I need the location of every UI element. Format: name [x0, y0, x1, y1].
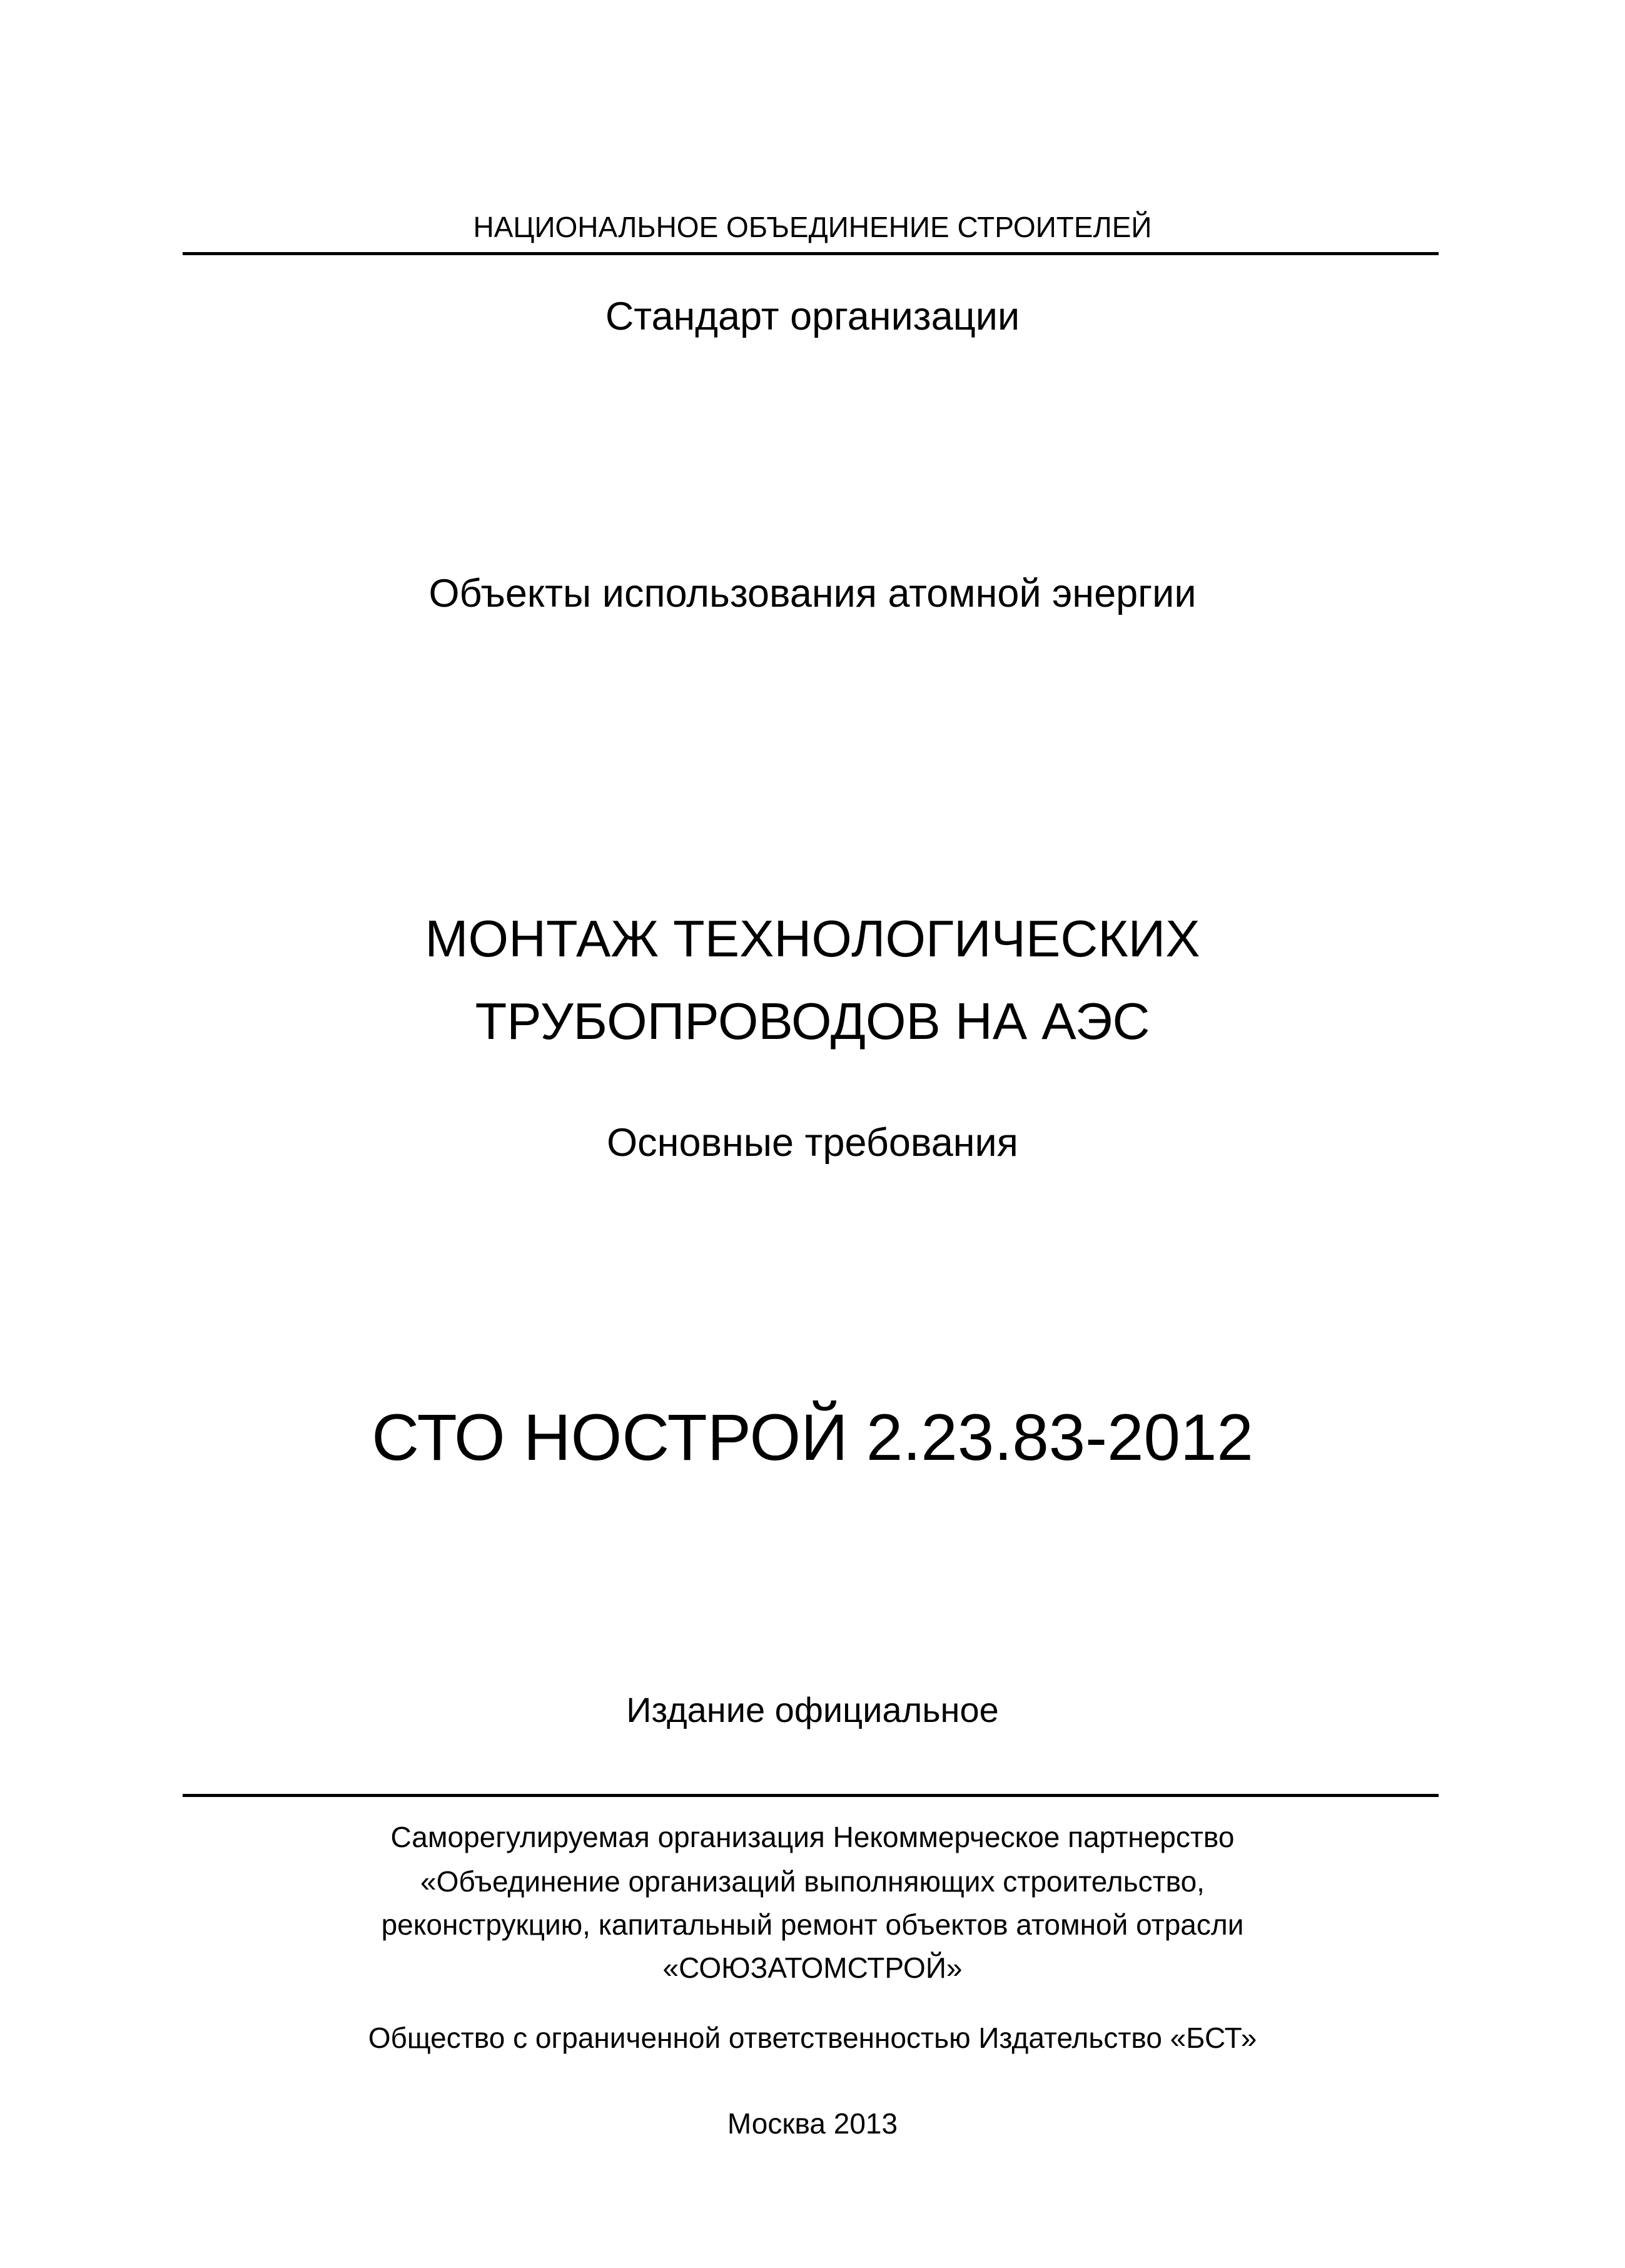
subject-area: Объекты использования атомной энергии — [428, 572, 1197, 615]
bottom-divider — [183, 1794, 1439, 1797]
publisher-info-line: Саморегулируемая организация Некоммерческое партнерство — [390, 1821, 1235, 1853]
publisher-info-line: «СОЮЗАТОМСТРОЙ» — [662, 1952, 963, 1984]
document-subtitle: Основные требования — [607, 1121, 1018, 1165]
publisher-name: Общество с ограниченной ответственностью Издательство «БСТ» — [368, 2022, 1257, 2054]
document-title-line-1: МОНТАЖ ТЕХНОЛОГИЧЕСКИХ — [425, 909, 1200, 968]
edition-note: Издание официальное — [626, 1690, 999, 1729]
document-kind: Стандарт организации — [605, 295, 1020, 338]
top-divider — [183, 252, 1439, 255]
document-title-line-2: ТРУБОПРОВОДОВ НА АЭС — [475, 992, 1150, 1050]
place-and-year: Москва 2013 — [727, 2107, 898, 2140]
publisher-info-line: реконструкцию, капитальный ремонт объектов атомной отрасли — [381, 1908, 1244, 1941]
organization-header: НАЦИОНАЛЬНОЕ ОБЪЕДИНЕНИЕ СТРОИТЕЛЕЙ — [473, 211, 1152, 243]
standard-designation: СТО НОСТРОЙ 2.23.83-2012 — [372, 1401, 1253, 1474]
publisher-info-line: «Объединение организаций выполняющих строительство, — [420, 1865, 1205, 1898]
